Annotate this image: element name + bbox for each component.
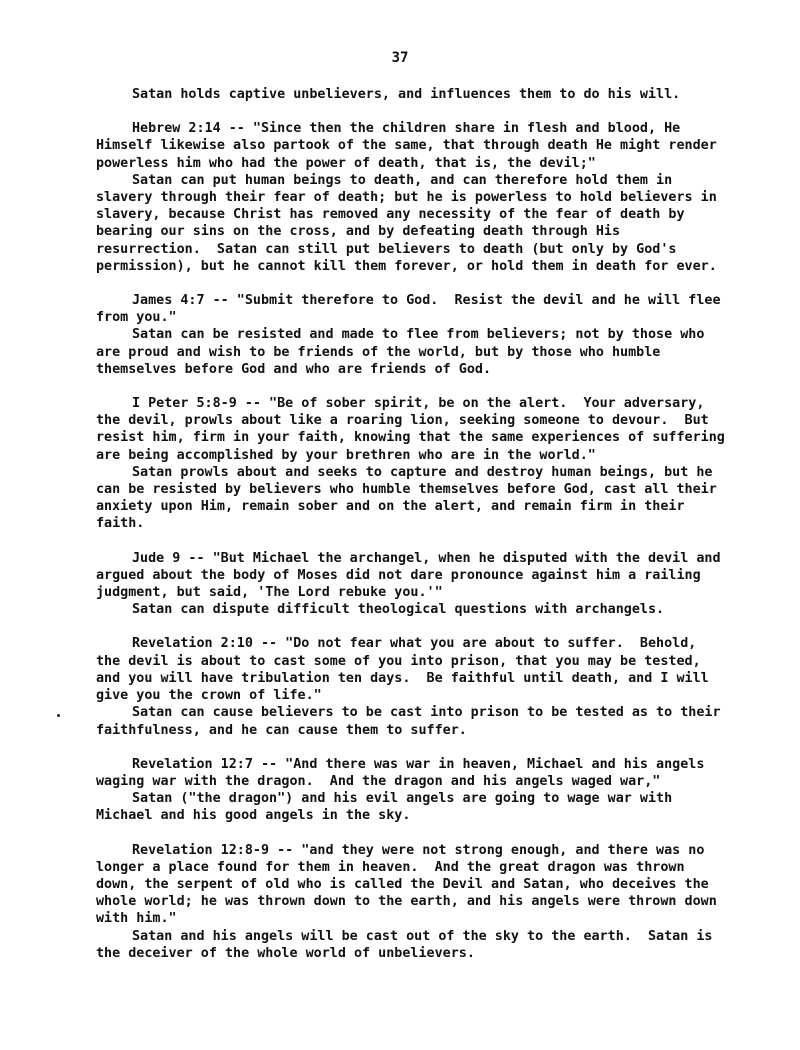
section-1-peter-5-8-9 <box>96 395 733 533</box>
scripture-quote: Hebrew 2:14 -- "Since then the children share in flesh and blood, He Himself likewise also partook of the same, that through death He might render powerless him who had the power of death, that is, the devil;" <box>96 121 725 171</box>
commentary-paragraph: Satan can dispute difficult theological questions with archangels. <box>132 602 665 618</box>
section-jude-9 <box>96 550 729 619</box>
section-hebrew-2-14 <box>96 120 726 275</box>
commentary-paragraph: Satan can be resisted and made to flee from believers; not by those who are proud and wish to be friends of the world, but by those who humble themselves before God and who are friends of God. <box>96 327 713 377</box>
intro-paragraph: Satan holds captive unbelievers, and influences them to do his will. <box>132 87 681 102</box>
section-revelation-12-8-9 <box>96 842 726 962</box>
commentary-paragraph: Satan and his angels will be cast out of the sky to the earth. Satan is the deceiver of the whole world of unbelievers. <box>96 928 721 961</box>
commentary-paragraph: Satan can cause believers to be cast into prison to be tested as to their faithfulness, and he can cause them to suffer. <box>96 705 729 738</box>
scripture-quote: Revelation 2:10 -- "Do not fear what you are about to suffer. Behold, the devil is about to cast some of you into prison, that you may be tested, and you will have tribulation ten days. Be faithful until death, and I will give you the crown of life." <box>96 636 717 704</box>
stray-mark <box>57 714 60 717</box>
commentary-paragraph: Satan can put human beings to death, and can therefore hold them in slavery through their fear of death; but he is powerless to hold believers in slavery, because Christ has removed any necessity of the fear of death by bearing our sins on the cross, and by defeating death through His resurrection. Satan can still put believers to death (but only by God's permission), but he cannot kill them forever, or hold them in death for ever. <box>96 172 725 274</box>
scripture-quote: I Peter 5:8-9 -- "Be of sober spirit, be on the alert. Your adversary, the devil, prowls about like a roaring lion, seeking someone to devour. But resist him, firm in your faith, knowing that the same experiences of suffering are being accomplished by your brethren who are in the world." <box>96 396 733 463</box>
section-james-4-7 <box>96 292 729 378</box>
section-revelation-12-7 <box>96 756 726 825</box>
scripture-quote: James 4:7 -- "Submit therefore to God. Resist the devil and he will flee from you." <box>96 293 729 326</box>
scripture-quote: Jude 9 -- "But Michael the archangel, when he disputed with the devil and argued about the body of Moses did not dare pronounce against him a railing judgment, but said, 'The Lord rebuke you.'" <box>96 550 729 601</box>
page-number: 37 <box>391 50 409 66</box>
commentary-paragraph: Satan ("the dragon") and his evil angels are going to wage war with Michael and his good angels in the sky. <box>96 791 681 824</box>
commentary-paragraph: Satan prowls about and seeks to capture and destroy human beings, but he can be resisted by believers who humble themselves before God, cast all their anxiety upon Him, remain sober and on the alert, and remain firm in their faith. <box>96 464 725 532</box>
page-body <box>96 86 733 962</box>
scripture-quote: Revelation 12:8-9 -- "and they were not strong enough, and there was no longer a place found for them in heaven. And the great dragon was thrown down, the serpent of old who is called the Devil and Satan, who deceives the whole world; he was thrown down to the earth, and his angels were thrown down with him." <box>96 842 725 927</box>
section-revelation-2-10 <box>96 635 729 738</box>
scripture-quote: Revelation 12:7 -- "And there was war in heaven, Michael and his angels waging war with the dragon. And the dragon and his angels waged war," <box>96 756 713 789</box>
